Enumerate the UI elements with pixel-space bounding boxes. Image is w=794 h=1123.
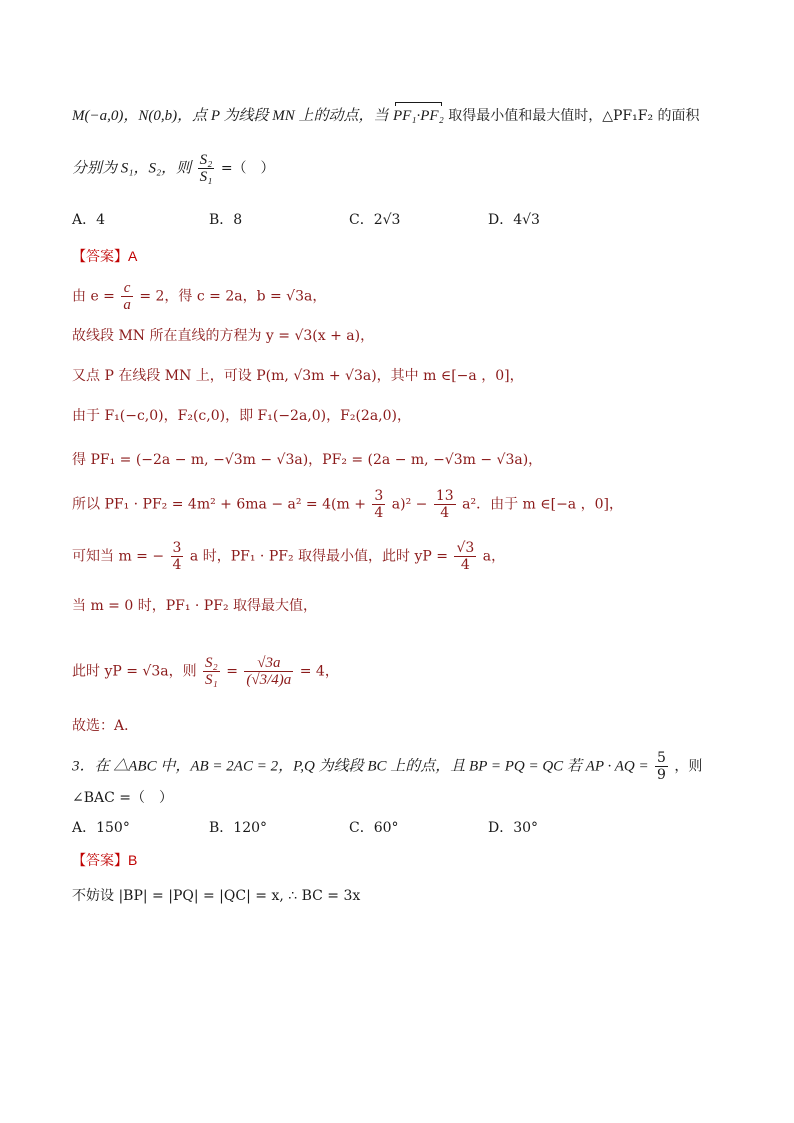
option-a: A．4 (72, 212, 106, 228)
option-c: C．2√3 (349, 212, 401, 228)
fraction: $\frac{3}{4}$ (374, 488, 384, 521)
answer-tag: 【答案】B (72, 852, 138, 868)
solution-step-6: 所以 PF₁ · PF₂ = 4m² + 6ma − a² = 4(m + $\frac{3}{4}$ a)² − $\frac{13}{4}$ a²．由于 m ∈[−a ，0]， (72, 488, 623, 521)
q3-stem-line2: ∠BAC =（ ） (72, 790, 174, 806)
fraction: $\frac{\text{S₂}}{\text{S₁}}$ (205, 655, 218, 688)
q2-stem-line2: 分别为 S₁，S₂，则 $\frac{\text{S₂}}{\text{S₁}}$ =（ ） (72, 152, 275, 185)
option-a: A．150° (72, 820, 130, 836)
solution-step-7: 可知当 m = − $\frac{3}{4}$ a 时，PF₁ · PF₂ 取得最小值，此时 yP = $\frac{√3}{4}$ a， (72, 540, 506, 573)
fraction: $\frac{5}{9}$ (657, 750, 666, 783)
solution-step-4: 由于 F₁(−c,0)，F₂(c,0)，即 F₁(−2a,0)，F₂(2a,0)， (72, 408, 411, 424)
option-d: D．4√3 (488, 212, 540, 228)
q3-stem-line1: 3．在 △ABC 中，AB = 2AC = 2，P,Q 为线段 BC 上的点，且 BP = PQ = QC 若 AP · AQ = $\frac{5}{9}$ ，则 (72, 750, 703, 783)
option-d: D．30° (488, 820, 539, 836)
solution-step-1: 由 e = $\frac{c}{a}$ = 2，得 c = 2a，b = √3a， (72, 280, 327, 313)
solution-step-2: 故线段 MN 所在直线的方程为 y = √3(x + a)， (72, 328, 375, 344)
fraction: $\frac{c}{a}$ (123, 280, 131, 313)
solution-step-8: 当 m = 0 时，PF₁ · PF₂ 取得最大值， (72, 598, 318, 614)
fraction: $\frac{√3a}{(√3/4)a}$ (246, 655, 292, 688)
q3-options (72, 818, 692, 840)
option-c: C．60° (349, 820, 399, 836)
fraction: $\frac{√3}{4}$ (456, 540, 475, 573)
fraction: $\frac{3}{4}$ (172, 540, 182, 573)
option-b: B．120° (209, 820, 268, 836)
fraction: $\frac{13}{4}$ (435, 488, 454, 521)
answer-tag: 【答案】A (72, 248, 138, 264)
solution-step-1: 不妨设 |BP| = |PQ| = |QC| = x, ∴ BC = 3x (72, 888, 361, 904)
vector-product: PF₁·PF₂ (392, 108, 444, 124)
solution-step-5: 得 PF₁ = (−2a − m, −√3m − √3a)，PF₂ = (2a − m, −√3m − √3a)， (72, 452, 543, 468)
q2-options (72, 210, 692, 232)
solution-step-9: 此时 yP = √3a，则 $\frac{\text{S₂}}{\text{S₁}}$ = $\frac{√3a}{(√3/4)a}$ = 4， (72, 655, 339, 688)
fraction: $\frac{\text{S₂}}{\text{S₁}}$ (199, 152, 213, 185)
solution-conclusion: 故选：A． (72, 718, 139, 734)
option-b: B．8 (209, 212, 243, 228)
q2-stem-line1: M(−a,0)，N(0,b)，点 P 为线段 MN 上的动点，当 PF₁·PF₂ 取得最小值和最大值时，△PF₁F₂ 的面积 (72, 108, 700, 124)
solution-step-3: 又点 P 在线段 MN 上，可设 P(m, √3m + √3a)，其中 m ∈[−a ，0]， (72, 368, 524, 384)
